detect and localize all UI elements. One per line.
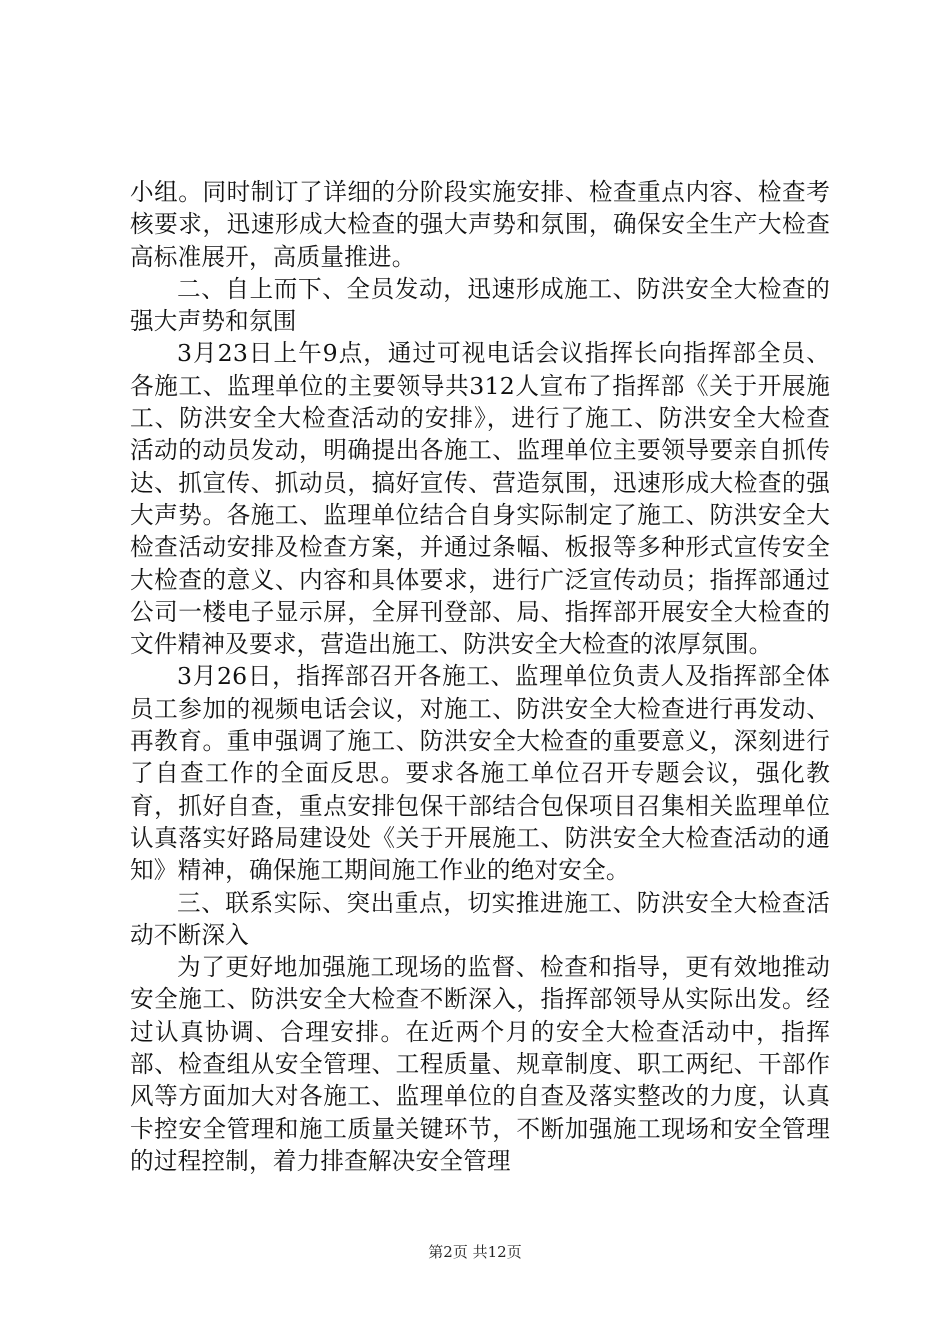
paragraph-1: 小组。同时制订了详细的分阶段实施安排、检查重点内容、检查考核要求，迅速形成大检查的强大声势和氛围，确保安全生产大检查高标准展开，高质量推进。: [130, 178, 830, 271]
section-heading-2: 二、自上而下、全员发动，迅速形成施工、防洪安全大检查的强大声势和氛围: [130, 274, 830, 336]
paragraph-3: 3月23日上午9点，通过可视电话会议指挥长向指挥部全员、各施工、监理单位的主要领导共312人宣布了指挥部《关于开展施工、防洪安全大检查活动的安排》，进行了施工、防洪安全大检查活动的动员发动，明确提出各施工、监理单位主要领导要亲自抓传达、抓宣传、抓动员，搞好宣传、营造氛围，迅速形成大检查的强大声势。各施工、监理单位结合自身实际制定了施工、防洪安全大检查活动安排及检查方案，并通过条幅、板报等多种形式宣传安全大检查的意义、内容和具体要求，进行广泛宣传动员；指挥部通过公司一楼电子显示屏，全屏刊登部、局、指挥部开展安全大检查的文件精神及要求，营造出施工、防洪安全大检查的浓厚氛围。: [130, 339, 830, 659]
page-number-footer: 第2页 共12页: [428, 1243, 522, 1261]
paragraph-6: 为了更好地加强施工现场的监督、检查和指导，更有效地推动安全施工、防洪安全大检查不断深入，指挥部领导从实际出发。经过认真协调、合理安排。在近两个月的安全大检查活动中，指挥部、检查组从安全管理、工程质量、规章制度、职工两纪、干部作风等方面加大对各施工、监理单位的自查及落实整改的力度，认真卡控安全管理和施工质量关键环节，不断加强施工现场和安全管理的过程控制，着力排查解决安全管理: [130, 953, 830, 1175]
section-heading-3: 三、联系实际、突出重点，切实推进施工、防洪安全大检查活动不断深入: [130, 888, 830, 949]
document-body: [130, 176, 830, 1177]
paragraph-4: 3月26日，指挥部召开各施工、监理单位负责人及指挥部全体员工参加的视频电话会议，对施工、防洪安全大检查进行再发动、再教育。重申强调了施工、防洪安全大检查的重要意义，深刻进行了自查工作的全面反思。要求各施工单位召开专题会议，强化教育，抓好自查，重点安排包保干部结合包保项目召集相关监理单位认真落实好路局建设处《关于开展施工、防洪安全大检查活动的通知》精神，确保施工期间施工作业的绝对安全。: [130, 662, 830, 885]
